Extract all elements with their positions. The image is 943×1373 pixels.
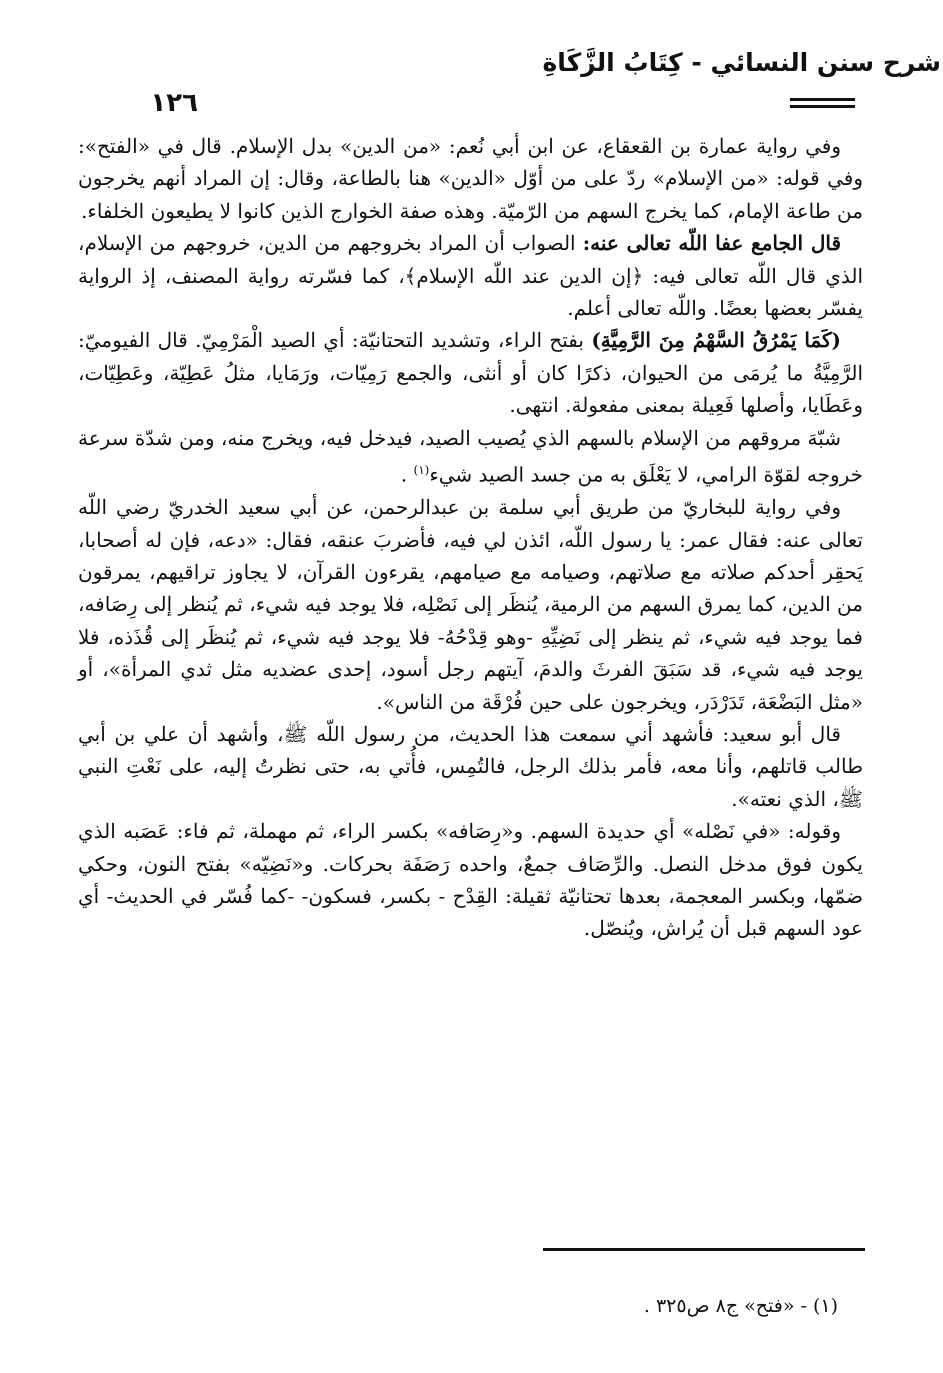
page-number: ١٢٦ [150,88,198,118]
header-rule-line [790,105,855,108]
body-text [78,130,863,945]
paragraph-text: بفتح الراء، وتشديد التحتانيّة: أي الصيد الْمَرْمِيّ. قال الفيوميّ: الرَّمِيَّةُ ما يُرمَى من الحيوان، ذكرًا كان أو أنثى، والجمع رَمِيّات، ورَمَايا، مثلُ عَطِيّة، وعَطِيّات، وعَطَايا، وأصلها فَعِيلة بمعنى مفعولة. انتهى. [78,328,864,418]
paragraph [78,227,863,324]
running-title: شرح سنن النسائي - كِتَابُ الزَّكَاةِ [542,48,941,77]
paragraph: قال أبو سعيد: فأشهد أني سمعت هذا الحديث، من رسول اللّه ﷺ، وأشهد أن علي بن أبي طالب قاتلهم، وأنا معه، فأمر بذلك الرجل، فالتُمِس، فأُتي به، حتى نظرتُ إليه، على نَعْتِ النبي ﷺ، الذي نعته». [78,721,863,811]
footnote: (١) - «فتح» ج٨ ص٣٢٥ . [643,1295,838,1317]
footnote-rule [543,1248,865,1251]
footnote-marker: (١) [413,463,430,478]
paragraph: وفي رواية للبخاريّ من طريق أبي سلمة بن عبدالرحمن، عن أبي سعيد الخدريّ رضي اللّه تعالى عنه: فقال عمر: يا رسول اللّه، ائذن لي فيه، فأضربَ عنقه، فقال: «دعه، فإن له أصحابا، يَحقِر أحدكم صلاته مع صلاتهم، وصيامه مع صيامهم، يقرءون القرآن، لا يجاوز تراقيهم، يمرقون من الدين، كما يمرق السهم من الرمية، يُنظَر إلى نَصْلِه، فلا يوجد فيه شيء، ثم يُنظر إلى رِصَافه، فما يوجد فيه شيء، ثم ينظر إلى نَضِيِّهِ -وهو قِدْحُهُ- فلا يوجد فيه شيء، ثم يُنظَر إلى قُذَذه، فلا يوجد فيه شيء، قد سَبَقَ الفرثَ والدمَ، آيتهم رجل أسود، إحدى عضديه مثل ثدي المرأة»، أو «مثل البَضْعَة، تَدَرْدَر، ويخرجون على حين فُرْقَة من الناس». [78,495,864,714]
compiler-note-lead: قال الجامع عفا اللّه تعالى عنه: [582,231,842,256]
paragraph: وفي رواية عمارة بن القعقاع، عن ابن أبي نُعم: «من الدين» بدل الإسلام. قال في «الفتح»: وفي قوله: «من الإسلام» ردّ على من أوّل «الدين» هنا بالطاعة، وقال: إن المراد أنهم يخرجون من طاعة الإمام، كما يخرج السهم من الرّميّة. وهذه صفة الخوارج الذين كانوا لا يطيعون الخلفاء. [78,134,863,223]
paragraph-text: . [400,462,414,487]
paragraph-text: شبّهَ مروقهم من الإسلام بالسهم الذي يُصيب الصيد، فيدخل فيه، ويخرج منه، ومن شدّة سرعة خروجه لقوّة الرامي، لا يَعْلَق به من جسد الصيد شيء [78,425,863,487]
paragraph: وقوله: «في نَصْله» أي حديدة السهم. و«رِصَافه» بكسر الراء، ثم مهملة، ثم فاء: عَصَبه الذي يكون فوق مدخل النصل. والرِّصَاف جمعٌ، واحده رَصَفَة بحركات. و«نَضِيّه» بفتح النون، وحكي ضمّها، وبكسر المعجمة، بعدها تحتانيّة ثقيلة: القِدْح - بكسر، فسكون- -كما فُسّر في الحديث- أي عود السهم قبل أن يُراش، ويُنصّل. [78,819,863,941]
paragraph [78,324,863,421]
header-double-rule [790,98,855,112]
paragraph [78,422,863,491]
header-rule-line [790,98,855,101]
paragraph-text: الصواب أن المراد بخروجهم من الدين، خروجهم من الإسلام، الذي قال اللّه تعالى فيه: ﴿إن الدين عند اللّه الإسلام﴾، كما فسّرته رواية المصنف، إذ الرواية يفسّر بعضها بعضًا. واللّه تعالى أعلم. [78,231,863,321]
hadith-phrase: (كَمَا يَمْرُقُ السَّهْمُ مِنَ الرَّمِيَّةِ) [591,328,841,353]
